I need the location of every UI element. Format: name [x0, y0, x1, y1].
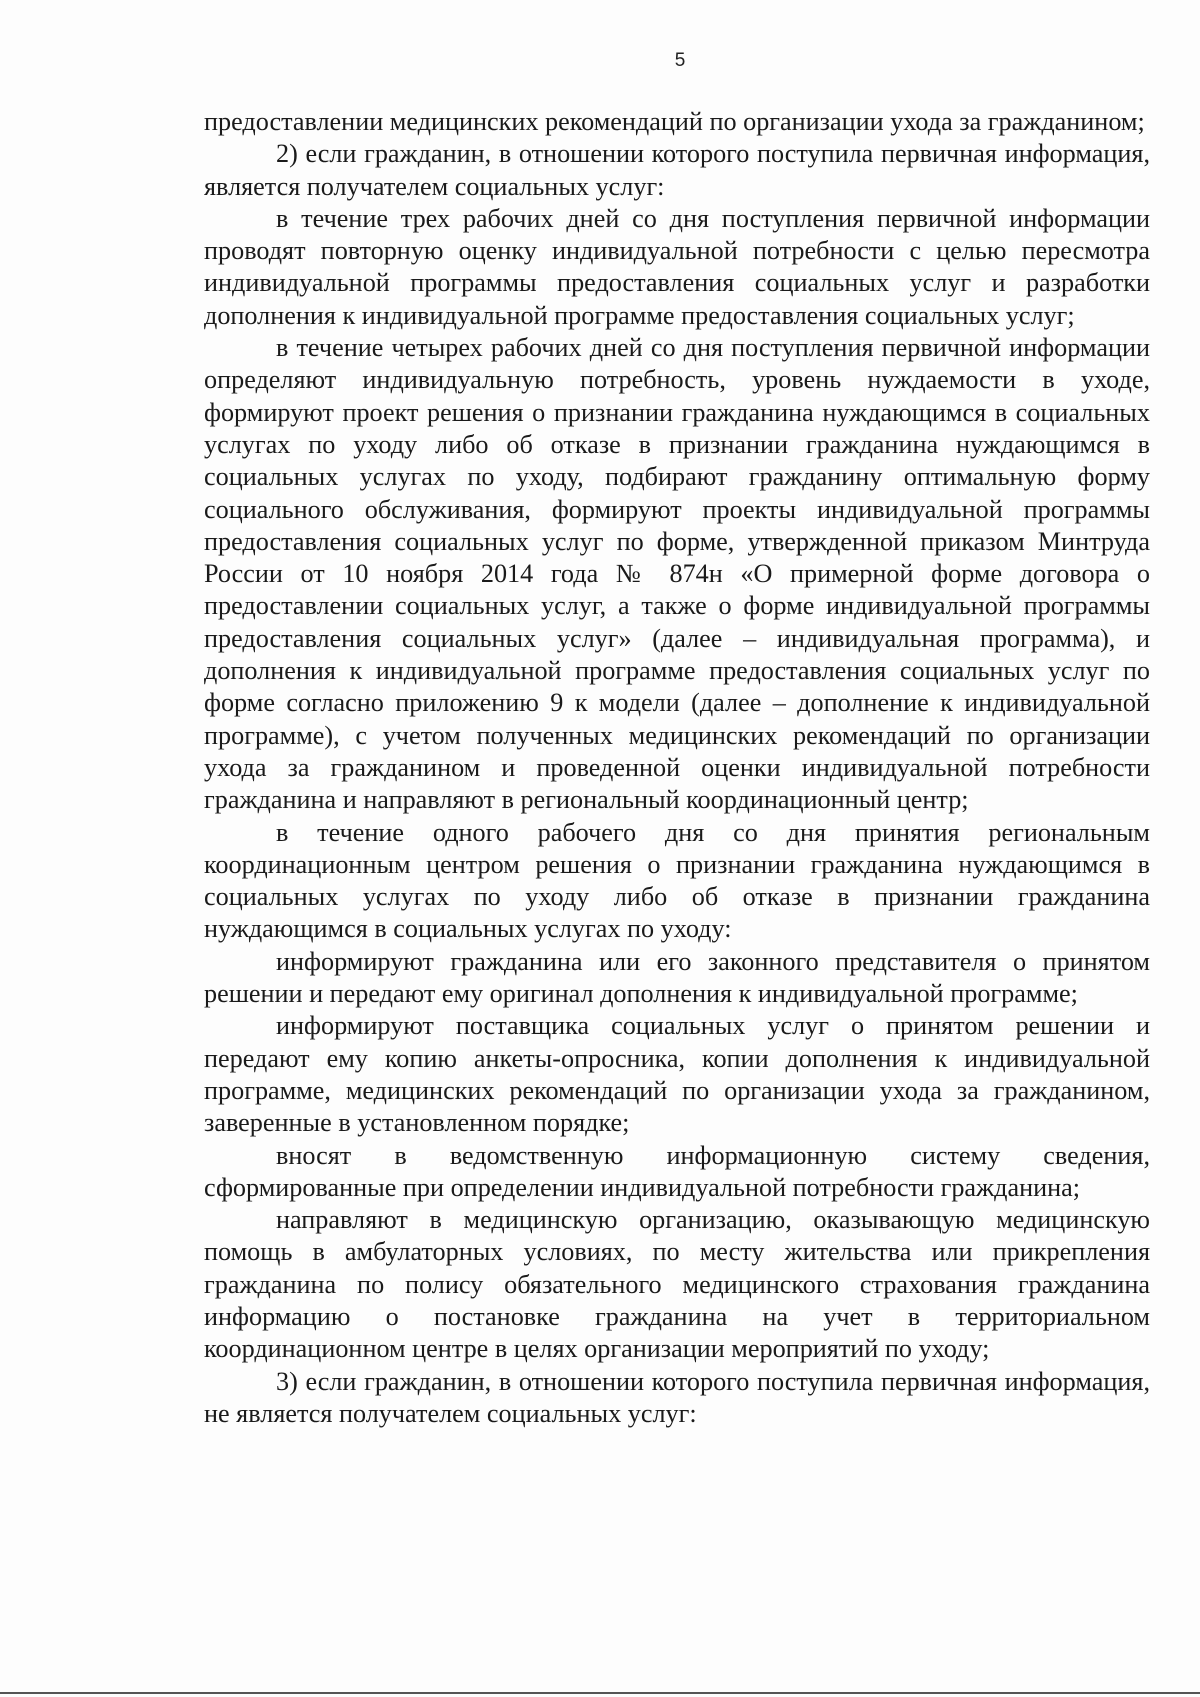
scan-bottom-edge: [0, 1692, 1200, 1694]
paragraph-send-medical: направляют в медицинскую организацию, оказывающую медицинскую помощь в амбулаторных условиях, по месту жительства или прикрепления гражданина по полису обязательного медицинского страхования гражданина информацию о постановке гражданина на учет в территориальном координационном центре в целях организации мероприятий по уходу;: [204, 1205, 1150, 1364]
document-body: [204, 106, 1150, 1430]
paragraph-inform-provider: информируют поставщика социальных услуг о принятом решении и передают ему копию анкеты-опросника, копии дополнения к индивидуальной программе, медицинских рекомендаций по организации ухода за гражданином, заверенные в установленном порядке;: [204, 1011, 1150, 1138]
paragraph-continuation: предоставлении медицинских рекомендаций по организации ухода за гражданином;: [204, 107, 1145, 136]
page-number: 5: [674, 50, 686, 71]
paragraph-item-3: 3) если гражданин, в отношении которого поступила первичная информация, не является получателем социальных услуг:: [204, 1366, 1150, 1428]
paragraph-four-days: в течение четырех рабочих дней со дня поступления первичной информации определяют индивидуальную потребность, уровень нуждаемости в уходе, формируют проект решения о признании гражданина нуждающимся в социальных услугах по уходу либо об отказе в признании гражданина нуждающимся в социальных услугах по уходу, подбирают гражданину оптимальную форму социального обслуживания, формируют проекты индивидуальной программы предоставления социальных услуг по форме, утвержденной приказом Минтруда России от 10 ноября 2014 года № 874н «О примерной форме договора о предоставлении социальных услуг, а также о форме индивидуальной программы предоставления социальных услуг» (далее – индивидуальная программа), и дополнения к индивидуальной программе предоставления социальных услуг по форме согласно приложению 9 к модели (далее – дополнение к индивидуальной программе), с учетом полученных медицинских рекомендаций по организации ухода за гражданином и проведенной оценки индивидуальной потребности гражданина и направляют в региональный координационный центр;: [204, 333, 1150, 815]
paragraph-item-2: 2) если гражданин, в отношении которого поступила первичная информация, является получателем социальных услуг:: [204, 139, 1150, 201]
paragraph-one-day: в течение одного рабочего дня со дня принятия региональным координационным центром решения о признании гражданина нуждающимся в социальных услугах по уходу либо об отказе в признании гражданина нуждающимся в социальных услугах по уходу:: [204, 817, 1150, 944]
paragraph-enter-system: вносят в ведомственную информационную систему сведения, сформированные при определении индивидуальной потребности гражданина;: [204, 1140, 1150, 1202]
paragraph-inform-citizen: информируют гражданина или его законного представителя о принятом решении и передают ему оригинал дополнения к индивидуальной программе;: [204, 946, 1150, 1009]
paragraph-three-days: в течение трех рабочих дней со дня поступления первичной информации проводят повторную оценку индивидуальной потребности с целью пересмотра индивидуальной программы предоставления социальных услуг и разработки дополнения к индивидуальной программе предоставления социальных услуг;: [204, 203, 1150, 330]
